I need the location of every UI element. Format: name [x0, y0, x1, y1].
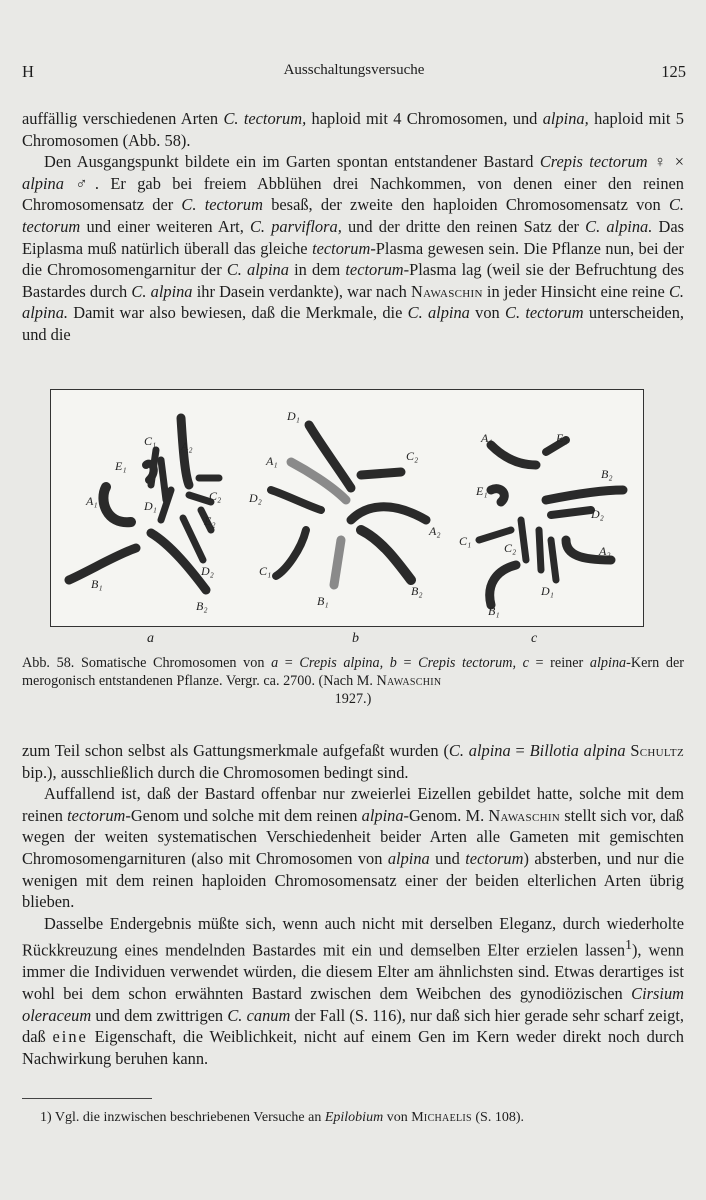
chromosome-dark: [69, 548, 136, 580]
label-b-B1: B₁: [317, 594, 329, 608]
chromosome-dark: [551, 540, 556, 580]
chromosome-light: [334, 540, 341, 585]
label-a-B2: B₂: [196, 599, 208, 613]
paragraph-4: Auffallend ist, daß der Bastard offenbar nur zweierlei Eizellen gebildet hatte, solche mit dem reinen tectorum-Genom und solche mit dem reinen alpina-Genom. M. Nawaschin stellt sich vor, daß wegen der weiten systematischen Verschiedenheit beider Arten alle Gameten mit gemischten Chromosomengarnituren (also mit Chromosomen von alpina und tectorum) absterben, und nur die wenigen mit dem reinen haploiden Chromosomensatz einer der beiden elterlichen Arten übrig blieben.: [22, 784, 685, 912]
signature-mark: H: [22, 62, 34, 81]
footnote-rule: [22, 1098, 152, 1099]
body-text-bottom: [22, 740, 684, 1069]
chromosome-dark: [161, 460, 166, 500]
label-c-E2: E₂: [556, 431, 568, 445]
chromosome-dark: [491, 445, 536, 465]
label-a-A1: A₁: [86, 494, 98, 508]
chromosome-dark: [539, 530, 541, 570]
sublabel-c: c: [531, 631, 538, 646]
label-c-D1: D₁: [541, 584, 554, 598]
chromosome-dark: [103, 487, 131, 522]
label-b-A1: A₁: [266, 454, 278, 468]
chromosome-dark: [271, 490, 321, 510]
running-title: Ausschaltungsversuche: [283, 62, 425, 78]
label-b-D2: D₂: [249, 491, 262, 505]
sublabel-a: a: [147, 631, 154, 646]
figure-caption: Abb. 58. Somatische Chromosomen von a = Crepis alpina, b = Crepis tectorum, c = reiner alpina-Kern der merogonisch entstandenen Pflanze. Vergr. ca. 2700. (Nach M. Nawaschin 1927.): [22, 655, 684, 707]
chromosome-dark: [276, 530, 306, 576]
label-a-B1: B₁: [91, 577, 103, 591]
label-a-D2: D₂: [201, 564, 214, 578]
chromosome-dark: [491, 489, 504, 502]
label-a-E2: E₂: [204, 514, 216, 528]
label-a-C2: C₂: [209, 489, 222, 503]
label-b-B2: B₂: [411, 584, 423, 598]
label-c-E1: E₁: [476, 484, 488, 498]
paragraph-1: auffällig verschiedenen Arten C. tectorum, haploid mit 4 Chromosomen, und alpina, haploid mit 5 Chromosomen (Abb. 58).: [22, 109, 684, 150]
label-c-A1: A₁: [481, 431, 493, 445]
label-c-B2: B₂: [601, 467, 613, 481]
chromosome-panel-b: [271, 425, 426, 585]
label-a-C1: C₁: [144, 434, 157, 448]
chromosome-dark: [551, 510, 591, 515]
label-b-A2: A₂: [429, 524, 441, 538]
chromosome-drawing: [51, 390, 643, 626]
chromosome-dark: [479, 530, 511, 540]
label-a-A2: A₂: [181, 439, 193, 453]
label-b-C2: C₂: [406, 449, 419, 463]
label-c-C1: C₁: [459, 534, 472, 548]
label-a-D1: D₁: [144, 499, 157, 513]
chromosome-dark: [521, 520, 526, 560]
body-text-top: [22, 108, 684, 346]
label-b-C1: C₁: [259, 564, 272, 578]
paragraph-3: zum Teil schon selbst als Gattungsmerkmale aufgefaßt wurden (C. alpina = Billotia alpina Schultz bip.), ausschließlich durch die Chromosomen bedingt sind.: [22, 741, 684, 782]
chromosome-dark: [546, 490, 623, 500]
label-c-A2: A₂: [599, 544, 611, 558]
chromosome-dark: [351, 507, 426, 520]
paragraph-2: Den Ausgangspunkt bildete ein im Garten spontan entstandener Bastard Crepis tectorum ♀ × alpina ♂. Er gab bei freiem Abblühen drei Nachkommen, von denen einer den reinen Chromosomensatz der C. tectorum besaß, der zweite den haploiden Chromosomensatz von C. tectorum und einer weiteren Art, C. parviflora, und der dritte den reinen Satz der C. alpina. Das Eiplasma muß natürlich überall das gleiche tectorum-Plasma gewesen sein. Die Pflanze nun, bei der die Chromosomengarnitur der C. alpina in dem tectorum-Plasma lag (weil sie der Befruchtung des Bastardes durch C. alpina ihr Dasein verdankte), war nach Nawaschin in jeder Hinsicht eine reine C. alpina. Damit war also bewiesen, daß die Merkmale, die C. alpina von C. tectorum unterscheiden, und die: [22, 152, 685, 344]
figure-sublabels: [0, 631, 706, 651]
chromosome-figure: [50, 389, 644, 627]
label-c-B1: B₁: [488, 604, 500, 618]
sublabel-b: b: [352, 631, 359, 646]
chromosome-dark: [189, 495, 211, 502]
chromosome-dark: [151, 450, 156, 485]
footnote: 1) Vgl. die inzwischen beschriebenen Versuche an Epilobium von Michaelis (S. 108).: [40, 1110, 525, 1125]
page-number: 125: [661, 62, 686, 81]
chromosome-panel-c: [479, 440, 623, 605]
chromosome-dark: [490, 565, 516, 605]
running-header: [22, 62, 686, 86]
label-c-D2: D₂: [591, 507, 604, 521]
label-c-C2: C₂: [504, 541, 517, 555]
label-b-D1: D₁: [287, 409, 300, 423]
chromosome-dark: [361, 530, 411, 580]
chromosome-dark: [361, 472, 401, 475]
paragraph-5: Dasselbe Endergebnis müßte sich, wenn auch nicht mit derselben Eleganz, durch wiederholte Rückkreuzung eines mendelnden Bastardes mit ein und demselben Elter erzielen lassen$^1$), wenn immer die Individuen verwendet würden, die diesem Elter am ähnlichsten sind. Etwas derartiges ist wohl bei dem schon erwähnten Bastard zwischen dem Weibchen des gynodiözischen Cirsium oleraceum und dem zwittrigen C. canum der Fall (S. 116), nur daß sich hier gerade sehr scharf zeigt, daß eine Eigenschaft, die Weiblichkeit, nicht auf einem Gen im Kern weder direkt noch durch Nachwirkung beruhen kann.: [22, 913, 684, 1068]
chromosome-dark: [183, 518, 203, 560]
label-a-E1: E₁: [115, 459, 127, 473]
